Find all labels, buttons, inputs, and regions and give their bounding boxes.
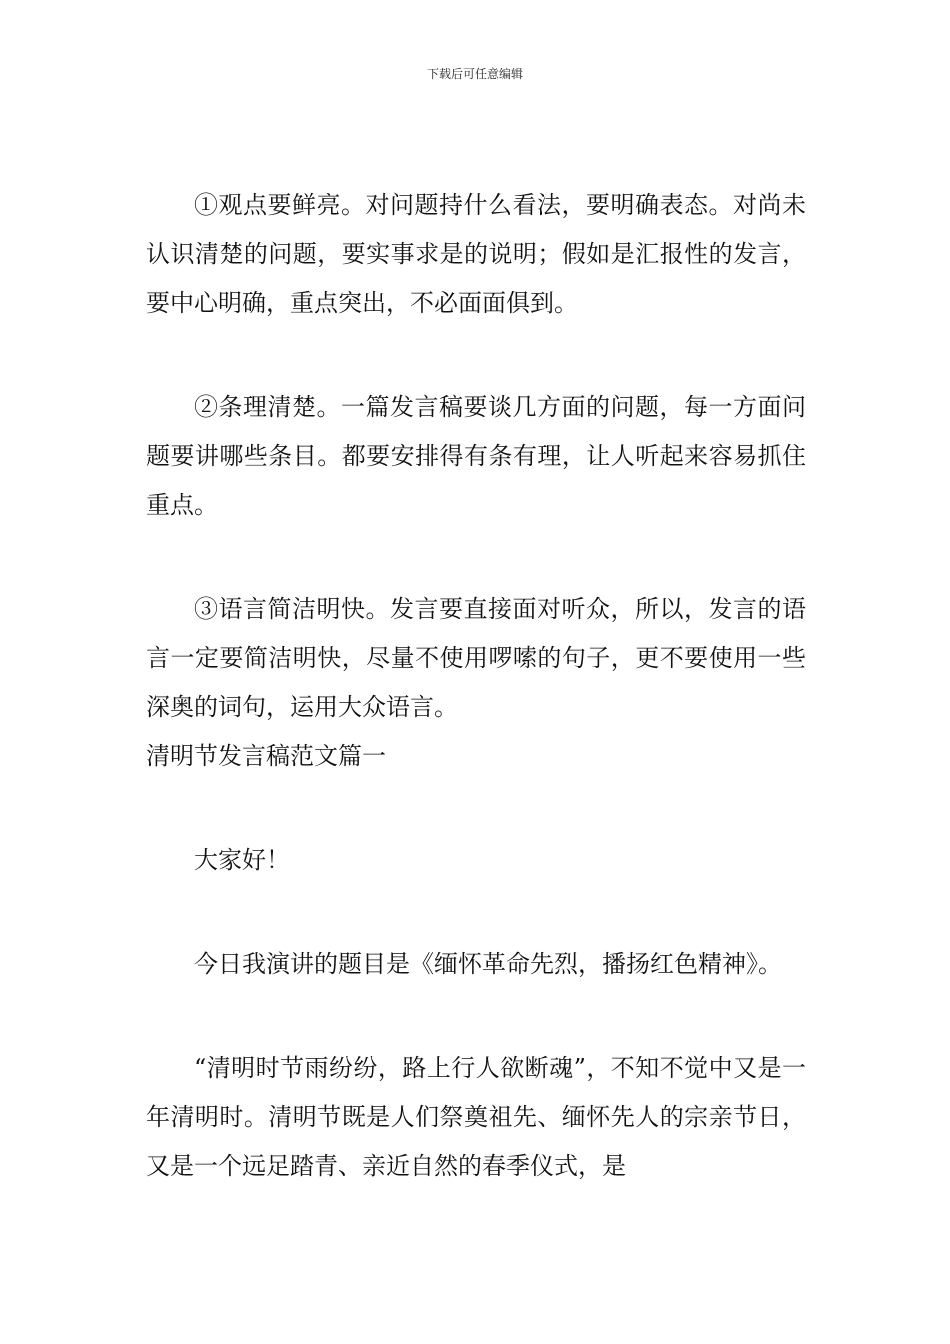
paragraph-speech-topic: 今日我演讲的题目是《缅怀革命先烈，播扬红色精神》。 (194, 950, 782, 978)
paragraph-spacer (146, 989, 806, 1044)
paragraph-spacer (146, 885, 806, 940)
paragraph-point-2: ②条理清楚。一篇发言稿要谈几方面的问题，每一方面问题要讲哪些条目。都要安排得有条有理，让人听起来容易抓住重点。 (146, 393, 806, 519)
page-header: 下载后可任意编辑 (426, 67, 523, 81)
paragraph-spacer (146, 530, 806, 585)
document-body (146, 181, 806, 1191)
paragraph-qingming-intro: “清明时节雨纷纷，路上行人欲断魂”，不知不觉中又是一年清明时。清明节既是人们祭奠祖先、缅怀先人的宗亲节日，又是一个远足踏青、亲近自然的春季仪式，是 (146, 1054, 806, 1180)
paragraph-spacer (146, 328, 806, 383)
greeting: 大家好！ (194, 846, 290, 874)
paragraph-point-1: ①观点要鲜亮。对问题持什么看法，要明确表态。对尚未认识清楚的问题，要实事求是的说明；假如是汇报性的发言，要中心明确，重点突出，不必面面俱到。 (146, 191, 806, 317)
section-title: 清明节发言稿范文篇一 (146, 742, 386, 770)
paragraph-spacer (146, 781, 806, 836)
paragraph-point-3: ③语言简洁明快。发言要直接面对听众，所以，发言的语言一定要简洁明快，尽量不使用啰嗦的句子，更不要使用一些深奥的词句，运用大众语言。 (146, 595, 806, 721)
